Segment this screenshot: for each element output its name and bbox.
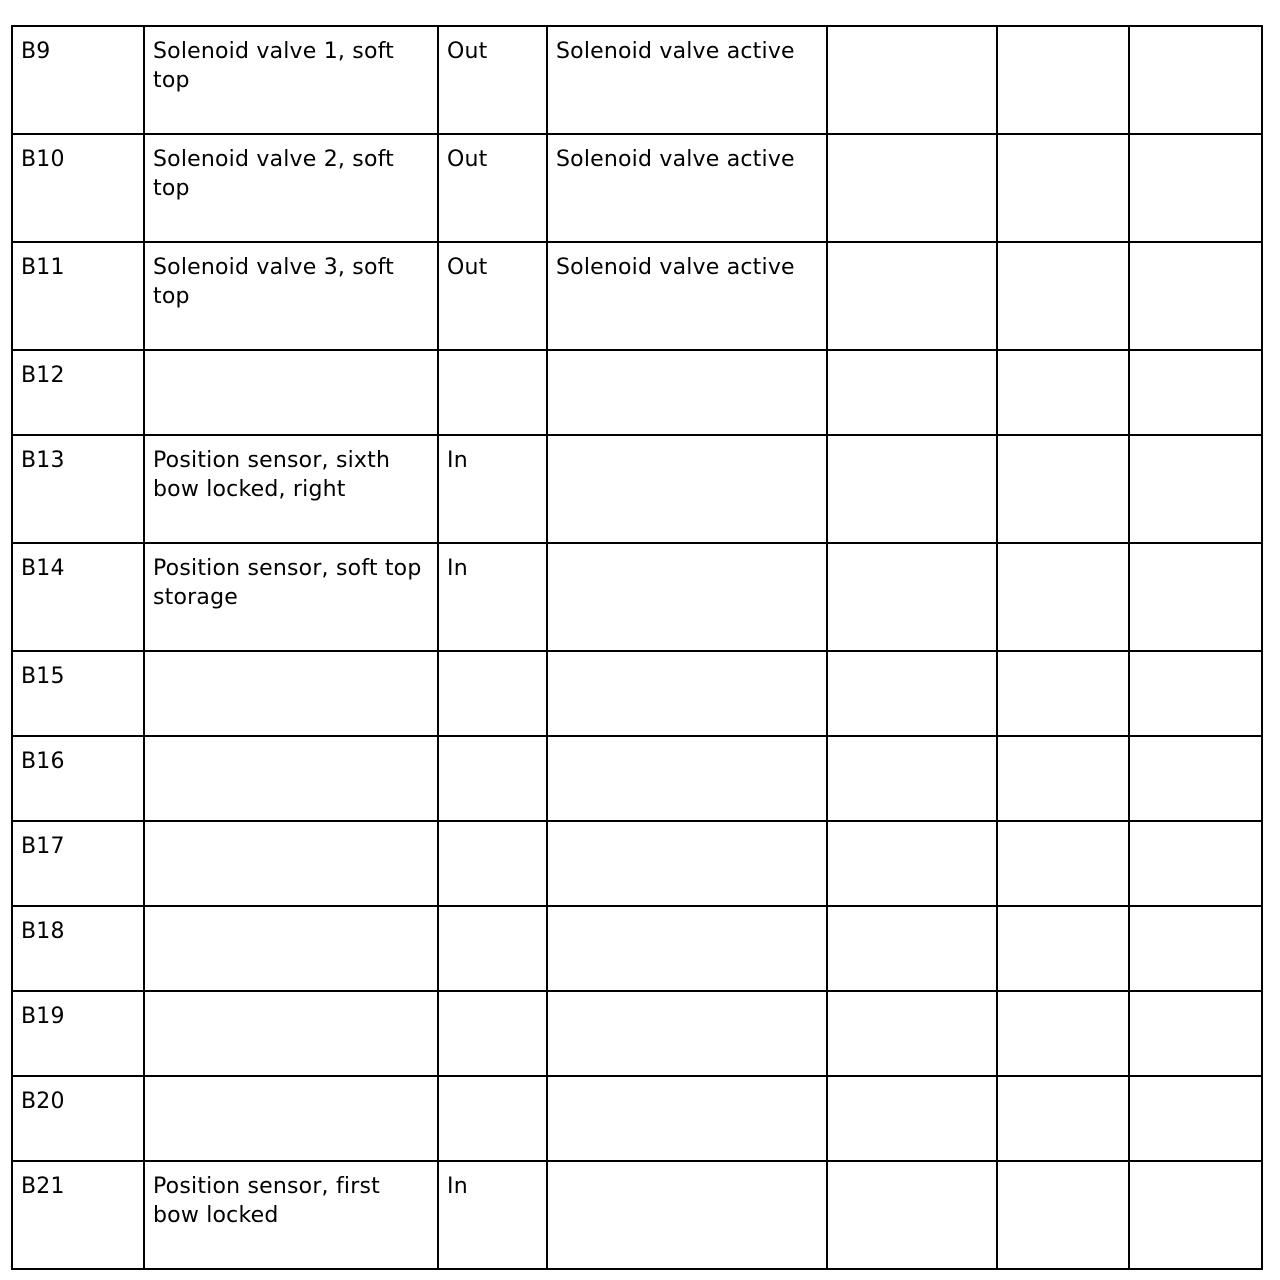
function-cell: [547, 991, 827, 1076]
table-row: [12, 26, 1262, 134]
pin-cell: B17: [12, 821, 144, 906]
table-row: [12, 350, 1262, 435]
table-row: [12, 821, 1262, 906]
table-row: [12, 651, 1262, 736]
table-row: [12, 1161, 1262, 1269]
extra-cell: [827, 134, 997, 242]
function-cell: Solenoid valve active: [547, 26, 827, 134]
function-cell: [547, 1161, 827, 1269]
extra-cell: [1129, 26, 1262, 134]
extra-cell: [1129, 1076, 1262, 1161]
pin-cell: B11: [12, 242, 144, 350]
function-cell: [547, 906, 827, 991]
extra-cell: [827, 1076, 997, 1161]
description-cell: [144, 1076, 438, 1161]
extra-cell: [997, 821, 1129, 906]
extra-cell: [827, 991, 997, 1076]
extra-cell: [827, 26, 997, 134]
pin-cell: B15: [12, 651, 144, 736]
extra-cell: [997, 543, 1129, 651]
description-cell: Solenoid valve 1, soft top: [144, 26, 438, 134]
direction-cell: In: [438, 1161, 547, 1269]
extra-cell: [827, 435, 997, 543]
extra-cell: [1129, 543, 1262, 651]
extra-cell: [1129, 906, 1262, 991]
pin-cell: B18: [12, 906, 144, 991]
pin-cell: B9: [12, 26, 144, 134]
extra-cell: [997, 26, 1129, 134]
description-cell: [144, 906, 438, 991]
function-cell: [547, 1076, 827, 1161]
table-row: [12, 543, 1262, 651]
pin-assignment-table: [11, 25, 1263, 1270]
direction-cell: Out: [438, 242, 547, 350]
direction-cell: Out: [438, 26, 547, 134]
direction-cell: [438, 991, 547, 1076]
pin-table-body: [12, 26, 1262, 1269]
extra-cell: [997, 651, 1129, 736]
direction-cell: [438, 821, 547, 906]
extra-cell: [1129, 435, 1262, 543]
extra-cell: [827, 736, 997, 821]
function-cell: [547, 435, 827, 543]
function-cell: [547, 543, 827, 651]
description-cell: Solenoid valve 3, soft top: [144, 242, 438, 350]
table-row: [12, 1076, 1262, 1161]
description-cell: [144, 736, 438, 821]
pin-cell: B10: [12, 134, 144, 242]
extra-cell: [827, 821, 997, 906]
direction-cell: In: [438, 435, 547, 543]
table-row: [12, 906, 1262, 991]
function-cell: [547, 350, 827, 435]
table-row: [12, 435, 1262, 543]
extra-cell: [997, 134, 1129, 242]
extra-cell: [1129, 350, 1262, 435]
direction-cell: [438, 1076, 547, 1161]
description-cell: [144, 651, 438, 736]
extra-cell: [997, 350, 1129, 435]
table-row: [12, 242, 1262, 350]
pin-cell: B19: [12, 991, 144, 1076]
function-cell: [547, 821, 827, 906]
extra-cell: [1129, 651, 1262, 736]
table-row: [12, 736, 1262, 821]
extra-cell: [1129, 1161, 1262, 1269]
function-cell: [547, 736, 827, 821]
extra-cell: [827, 1161, 997, 1269]
description-cell: Position sensor, sixth bow locked, right: [144, 435, 438, 543]
description-cell: Position sensor, first bow locked: [144, 1161, 438, 1269]
function-cell: [547, 651, 827, 736]
extra-cell: [997, 736, 1129, 821]
pin-cell: B21: [12, 1161, 144, 1269]
function-cell: Solenoid valve active: [547, 134, 827, 242]
extra-cell: [827, 651, 997, 736]
description-cell: Position sensor, soft top storage: [144, 543, 438, 651]
description-cell: Solenoid valve 2, soft top: [144, 134, 438, 242]
pin-cell: B12: [12, 350, 144, 435]
pin-cell: B14: [12, 543, 144, 651]
extra-cell: [997, 242, 1129, 350]
function-cell: Solenoid valve active: [547, 242, 827, 350]
direction-cell: [438, 651, 547, 736]
extra-cell: [1129, 134, 1262, 242]
extra-cell: [1129, 991, 1262, 1076]
extra-cell: [997, 435, 1129, 543]
extra-cell: [1129, 821, 1262, 906]
extra-cell: [1129, 242, 1262, 350]
extra-cell: [997, 906, 1129, 991]
extra-cell: [1129, 736, 1262, 821]
extra-cell: [827, 350, 997, 435]
direction-cell: Out: [438, 134, 547, 242]
table-row: [12, 991, 1262, 1076]
direction-cell: [438, 350, 547, 435]
pin-cell: B20: [12, 1076, 144, 1161]
description-cell: [144, 350, 438, 435]
extra-cell: [827, 906, 997, 991]
pin-cell: B16: [12, 736, 144, 821]
direction-cell: [438, 906, 547, 991]
direction-cell: [438, 736, 547, 821]
extra-cell: [997, 1076, 1129, 1161]
direction-cell: In: [438, 543, 547, 651]
extra-cell: [827, 242, 997, 350]
extra-cell: [997, 1161, 1129, 1269]
pin-cell: B13: [12, 435, 144, 543]
extra-cell: [997, 991, 1129, 1076]
extra-cell: [827, 543, 997, 651]
table-row: [12, 134, 1262, 242]
description-cell: [144, 991, 438, 1076]
description-cell: [144, 821, 438, 906]
